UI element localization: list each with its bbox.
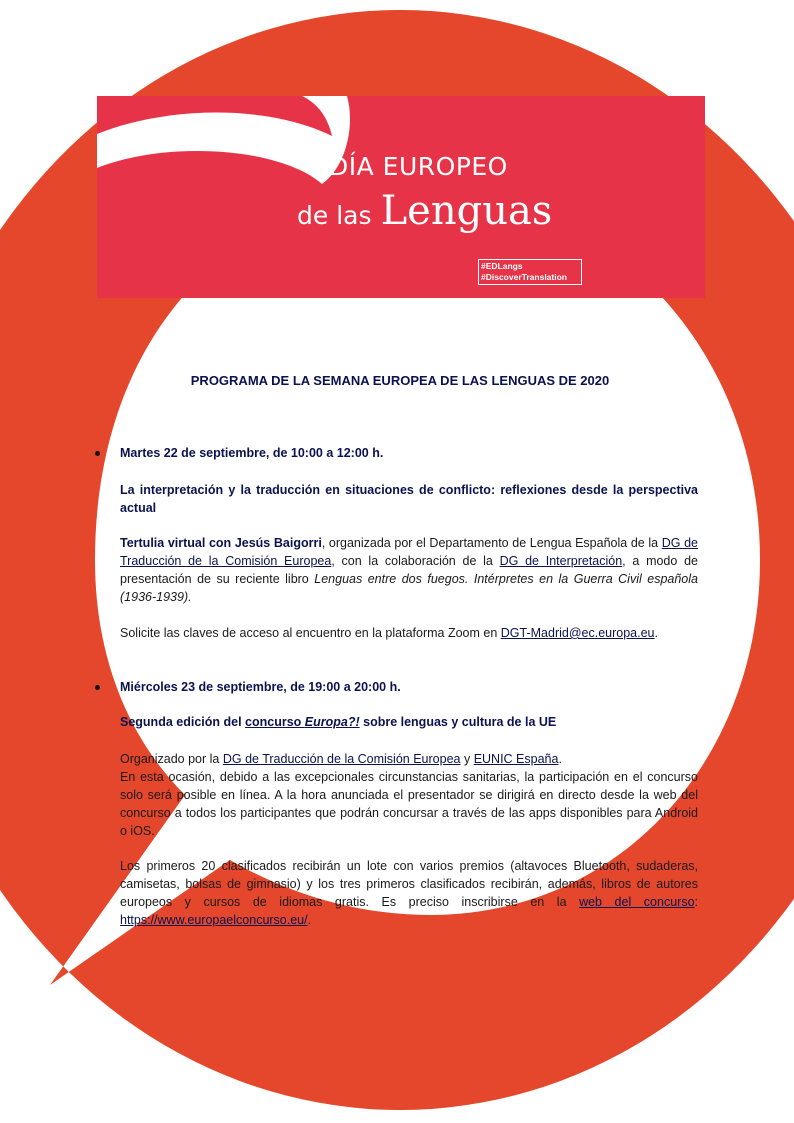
event2-date: Miércoles 23 de septiembre, de 19:00 a 20:00 h. [120, 680, 401, 694]
event2-description [120, 750, 698, 840]
event1-text-2: , con la colaboración de la [331, 554, 500, 568]
link-eunic-espana[interactable]: EUNIC España [473, 752, 559, 766]
event1-date: Martes 22 de septiembre, de 10:00 a 12:00 h. [120, 446, 384, 460]
link-europaelconcurso-url[interactable]: https://www.europaelconcurso.eu/ [120, 913, 308, 927]
link-concurso-italic: Europa?! [304, 715, 360, 729]
banner-title-big: Lenguas [380, 188, 553, 234]
event2-prizes [120, 857, 698, 929]
banner-title-small: de las [297, 201, 372, 230]
page-title: PROGRAMA DE LA SEMANA EUROPEA DE LAS LENGUAS DE 2020 [190, 373, 610, 388]
event2-prizes-end: . [307, 913, 312, 927]
event2-heading-text-2: sobre lenguas y cultura de la UE [359, 715, 557, 729]
event2-text-1: Organizado por la [120, 752, 223, 766]
event2-online-info: En esta ocasión, debido a las excepcionales circunstancias sanitarias, la participación en el concurso solo será posible en línea. A la hora anunciada el presentador se dirigirá en directo desde la web del concurso a todos los participantes que podrán concursar a través de las apps disponibles para Android o iOS. [120, 770, 698, 838]
event2-text-2: y [460, 752, 474, 766]
link-dg-traduccion[interactable]: DG de Traducción de la Comisión Europea [120, 536, 698, 568]
event1-access-info [120, 624, 698, 642]
banner-title-line2 [297, 188, 552, 234]
bullet-event1 [95, 451, 103, 459]
link-dg-interpretacion[interactable]: DG de Interpretación [499, 554, 623, 568]
event2-text-3: . [558, 752, 562, 766]
bullet-event2 [95, 685, 103, 693]
event2-prizes-sep: : [694, 895, 699, 909]
link-web-concurso[interactable]: web del concurso [579, 895, 695, 909]
email-link[interactable]: DGT-Madrid@ec.europa.eu [500, 626, 655, 640]
event1-speaker: Tertulia virtual con Jesús Baigorri [120, 536, 322, 550]
event2-heading [120, 713, 698, 731]
event1-description [120, 534, 698, 606]
hashtag-discover-translation: #DiscoverTranslation [481, 272, 567, 282]
event1-text-1: , organizada por el Departamento de Lengua Española de la [321, 536, 662, 550]
hashtag-box [478, 259, 582, 285]
event1-access-end: . [654, 626, 658, 640]
hashtag-edlangs: #EDLangs [481, 261, 523, 271]
event1-access-text: Solicite las claves de acceso al encuentro en la plataforma Zoom en [120, 626, 501, 640]
event1-heading: La interpretación y la traducción en situaciones de conflicto: reflexiones desde la perspectiva actual [120, 483, 698, 515]
link-dg-traduccion-2[interactable]: DG de Traducción de la Comisión Europea [222, 752, 461, 766]
link-concurso-text: concurso [245, 715, 305, 729]
event2-heading-text-1: Segunda edición del [120, 715, 246, 729]
header-banner [97, 96, 705, 298]
link-concurso[interactable] [245, 715, 360, 729]
event2-prizes-text: Los primeros 20 clasificados recibirán un lote con varios premios (altavoces Bluetooth, sudaderas, camisetas, bolsas de gimnasio) y los tres primeros clasificados recibirán, además, libros de autores europeos y cursos de idiomas gratis. Es preciso inscribirse en la [120, 859, 698, 909]
event1-text-3: , a modo de presentación de su reciente libro [120, 554, 698, 586]
banner-title-line1: DÍA EUROPEO [329, 152, 508, 181]
book-title: Lenguas entre dos fuegos. Intérpretes en la Guerra Civil española (1936-1939). [120, 572, 698, 604]
